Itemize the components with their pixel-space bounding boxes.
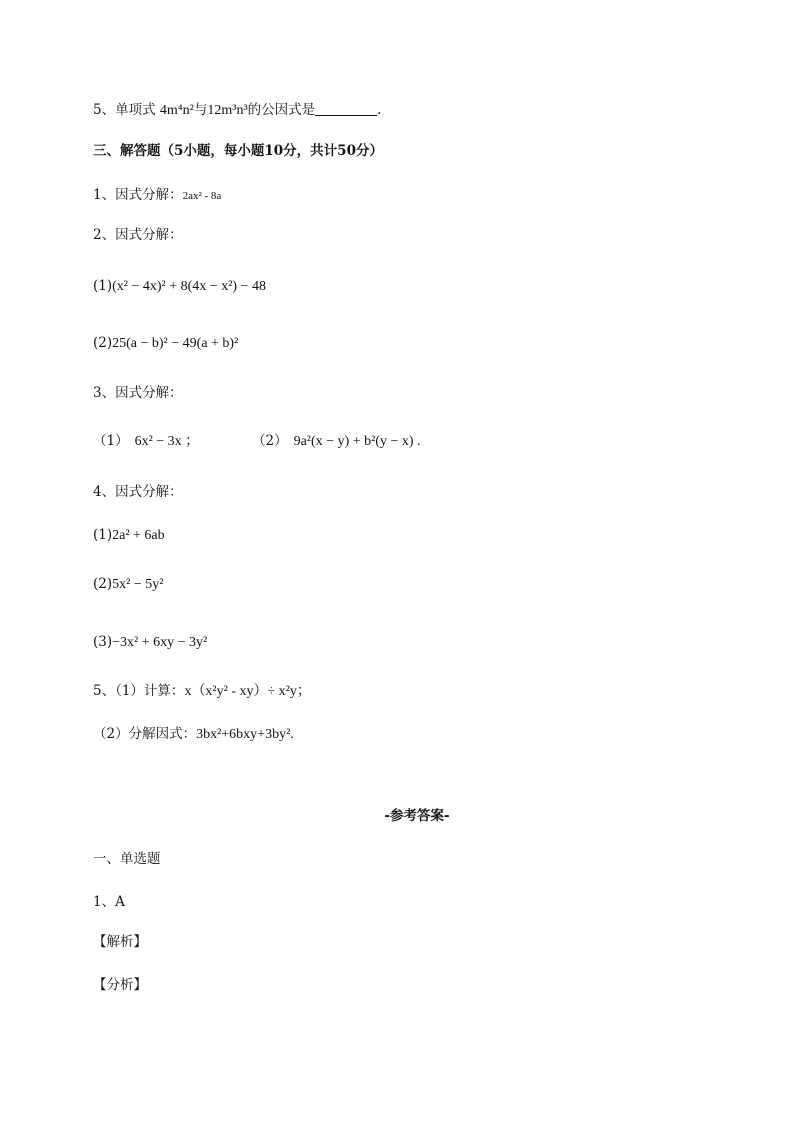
answer-jiexi: 【解析】 — [93, 934, 147, 950]
answer-item-1: 1、A — [93, 894, 125, 910]
answers-title: -参考答案- — [384, 808, 450, 824]
answer-fenxi: 【分析】 — [93, 977, 147, 993]
problem-2-part-1: (1)(x² − 4x)² + 8(4x − x²) − 48 — [93, 278, 266, 294]
problem-3-part-2: （2） 9a²(x − y) + b²(y − x) . — [252, 433, 421, 449]
problem-4-part-3: (3)−3x² + 6xy − 3y² — [93, 634, 208, 650]
question-5-fill: 5、单项式 4m⁴n²与12m³n³的公因式是 . — [93, 102, 382, 118]
problem-4-part-2: (2)5x² − 5y² — [93, 576, 164, 592]
monomial-1: 4m⁴n² — [159, 103, 194, 118]
problem-2-label: 2、因式分解： — [93, 227, 183, 243]
problem-4-part-1: (1)2a² + 6ab — [93, 527, 165, 543]
question-number: 5、 — [93, 102, 116, 118]
answers-section-1: 一、单选题 — [93, 851, 161, 867]
problem-3-label: 3、因式分解： — [93, 385, 183, 401]
problem-1: 1、因式分解：2ax² - 8a — [93, 187, 222, 203]
problem-1-expr: 2ax² - 8a — [182, 190, 222, 202]
problem-2-part-2: (2)25(a − b)² − 49(a + b)² — [93, 335, 239, 351]
problem-5-part-1: 5、（1）计算：x（x²y² - xy）÷ x²y； — [93, 683, 311, 699]
section-3-title: 三、解答题（5小题，每小题10分，共计50分） — [93, 143, 383, 159]
problem-5-part-2: （2）分解因式：3bx²+6bxy+3by². — [93, 726, 294, 742]
monomial-2: 12m³n³ — [207, 103, 248, 118]
answer-blank[interactable] — [315, 102, 377, 116]
problem-3-part-1: （1） 6x² − 3x ； — [93, 433, 200, 449]
problem-4-label: 4、因式分解： — [93, 484, 183, 500]
